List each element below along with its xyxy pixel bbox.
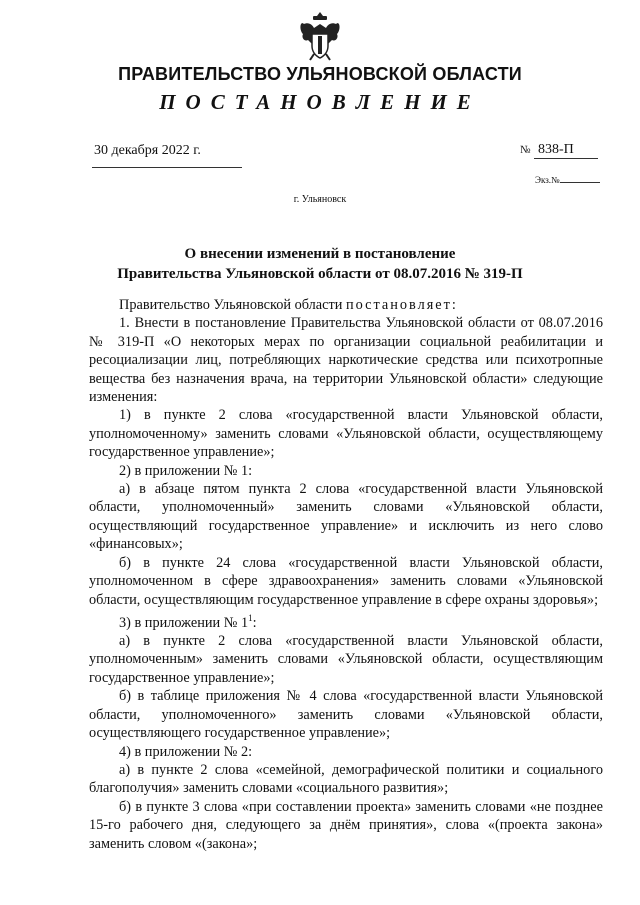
paragraph: 4) в приложении № 2: [119,743,253,760]
paragraph: 1. Внести в постановление Правительства Ульяновской области от 08.07.2016 № 319-П «О некоторых мерах по организации социальной реабилитации и ресоциализации лиц, потребляющих наркотические средства или психотропные вещества без назначения врача, на территории Ульяновской области» следующие изменения: [89,315,603,406]
paragraph [89,609,603,632]
intro-paragraph [89,296,603,314]
p6-end: : [252,614,257,631]
paragraph: б) в пункте 3 слова «при составлении проекта» заменить словами «не позднее 15-го рабочего дня, следующего за днём принятия», слова «(проекта закона» заменить словом «(закона»; [89,798,603,852]
date-block [92,143,242,168]
paragraph: 2) в приложении № 1: [119,462,253,479]
document-number: 838-П [534,142,598,159]
p6-superscript: 1 [248,612,253,623]
intro-start: Правительство Ульяновской области [119,297,346,313]
p6-start: 3) в приложении № 1 [119,614,249,631]
paragraph: б) в таблице приложения № 4 слова «государственной власти Ульяновской области, уполномоченного» заменить словами «Ульяновской области, осуществляющего государственное управление»; [89,688,603,742]
title-line-1: О внесении изменений в постановление [184,246,456,262]
copy-underline [560,174,600,183]
title-line-2: Правительства Ульяновской области от 08.07.2016 № 319-П [117,266,523,282]
document-body [89,296,603,853]
copy-number-block [535,174,600,185]
document-type: ПОСТАНОВЛЕНИЕ [159,90,481,114]
coat-of-arms-icon [298,10,342,64]
intro-verb: постановляет [345,297,452,313]
city: г. Ульяновск [293,194,347,205]
paragraph: а) в пункте 2 слова «государственной власти Ульяновской области, уполномоченным» заменить словами «Ульяновской области, осуществляющим государственное управление»; [89,633,603,686]
paragraph: а) в пункте 2 слова «семейной, демографической политики и социального благополучия» заменить словами «социального развития»; [89,761,603,797]
intro-end: : [451,297,456,313]
paragraph: б) в пункте 24 слова «государственной власти Ульяновской области, уполномоченном в сфере здравоохранения» заменить словами «Ульяновской области, осуществляющим государственное управление в сфере охраны здоровья»; [89,554,603,608]
number-block [520,142,598,159]
date-underline [92,159,242,168]
document-date: 30 декабря 2022 г. [94,143,201,158]
organization-name: ПРАВИТЕЛЬСТВО УЛЬЯНОВСКОЙ ОБЛАСТИ [118,64,522,84]
paragraph: 1) в пункте 2 слова «государственной власти Ульяновской области, уполномоченному» заменить словами «Ульяновской области, осуществляющему государственное управление»; [89,407,603,461]
document-title [60,244,580,284]
copy-label: Экз.№ [535,175,560,185]
paragraph: а) в абзаце пятом пункта 2 слова «государственной власти Ульяновской области, уполномоченный» заменить словами «Ульяновской области, осуществляющий государственное управление» и исключить из него слово «финансовых»; [89,481,603,553]
number-sign: № [520,144,531,156]
